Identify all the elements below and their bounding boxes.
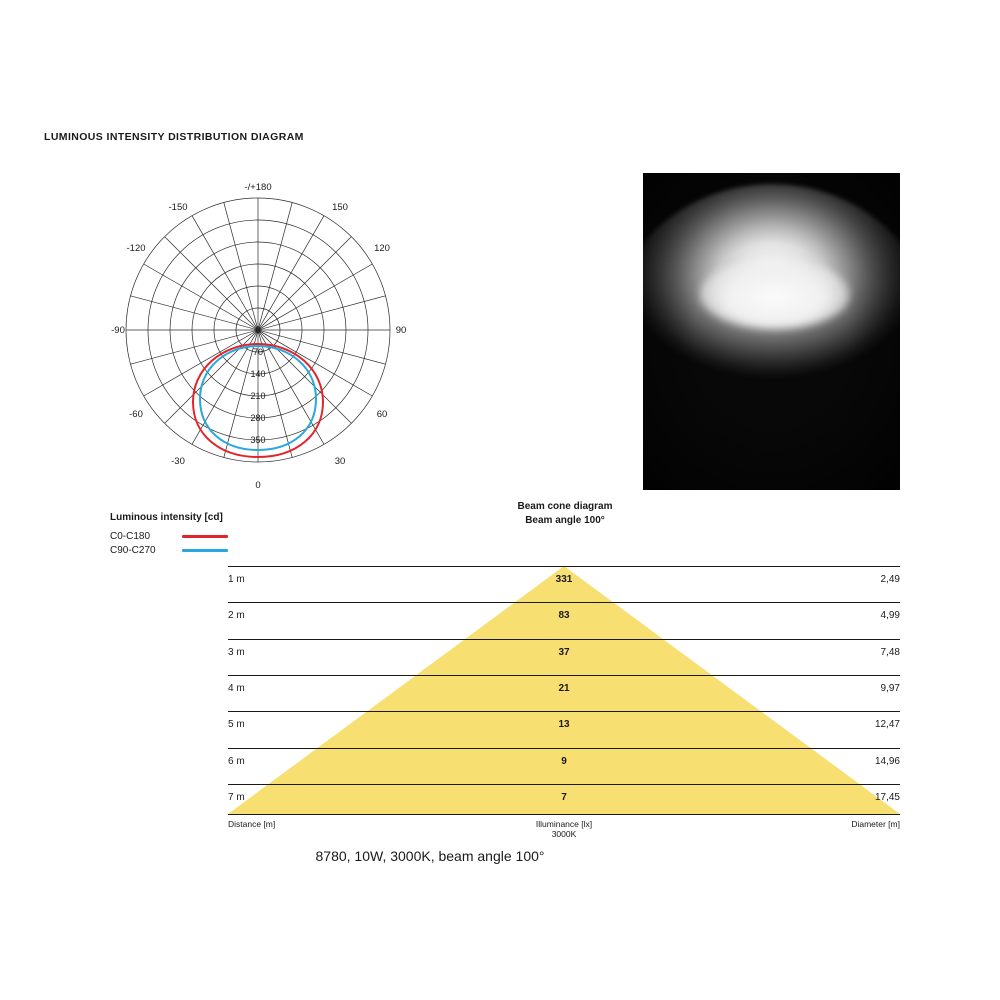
table-row: [228, 602, 900, 639]
legend-label-c90-c270: C90-C270: [110, 544, 156, 556]
footer-distance-label: Distance [m]: [228, 819, 276, 829]
row-illuminance: 37: [558, 647, 570, 658]
polar-ring-label-140: 140: [250, 369, 266, 379]
footer-illuminance-line1: Illuminance [lx]: [535, 819, 593, 829]
luminous-intensity-polar-chart: [70, 165, 450, 495]
footer-illuminance-label: [228, 819, 900, 839]
beam-cone-title-line2: Beam angle 100°: [525, 515, 605, 526]
beam-photo-vignette: [643, 173, 900, 490]
beam-photo: [643, 173, 900, 490]
row-distance: 6 m: [228, 756, 245, 767]
legend-swatch-c90-c270: [182, 549, 228, 552]
polar-ring-label-70: 70: [252, 347, 264, 357]
row-illuminance: 9: [561, 756, 567, 767]
polar-angle-label-minus30: -30: [171, 456, 185, 467]
row-distance: 1 m: [228, 574, 245, 585]
polar-angle-label-minus120: -120: [126, 243, 146, 254]
row-illuminance: 7: [561, 792, 567, 803]
polar-angle-label-180: -/+180: [244, 182, 272, 193]
row-illuminance: 13: [558, 719, 570, 730]
page-title: LUMINOUS INTENSITY DISTRIBUTION DIAGRAM: [44, 131, 304, 143]
table-row: [228, 711, 900, 748]
legend-item-c0-c180: [110, 529, 228, 543]
row-diameter: 4,99: [880, 610, 900, 621]
beam-cone-title: [440, 500, 690, 528]
row-distance: 7 m: [228, 792, 245, 803]
row-diameter: 2,49: [880, 574, 900, 585]
row-distance: 5 m: [228, 719, 245, 730]
polar-ring-label-0: 0: [255, 325, 261, 335]
footer-illuminance-line2: 3000K: [551, 829, 577, 839]
polar-angle-label-0: 0: [255, 480, 261, 491]
beam-cone-title-line1: Beam cone diagram: [517, 501, 613, 512]
figure-caption: 8780, 10W, 3000K, beam angle 100°: [315, 848, 545, 864]
polar-ring-label-280: 280: [250, 413, 266, 423]
row-diameter: 12,47: [874, 719, 900, 730]
polar-angle-label-minus150: -150: [168, 202, 188, 213]
row-distance: 4 m: [228, 683, 245, 694]
row-distance: 2 m: [228, 610, 245, 621]
table-row: [228, 566, 900, 603]
table-row: [228, 748, 900, 785]
polar-angle-label-90: 90: [395, 325, 407, 336]
row-diameter: 14,96: [874, 756, 900, 767]
legend-label-c0-c180: C0-C180: [110, 530, 151, 542]
table-row: [228, 639, 900, 676]
polar-angle-label-30: 30: [334, 456, 346, 467]
polar-angle-label-60: 60: [376, 409, 388, 420]
legend-item-c90-c270: [110, 543, 228, 557]
row-distance: 3 m: [228, 647, 245, 658]
polar-ring-label-350: 350: [250, 435, 266, 445]
row-illuminance: 21: [558, 683, 570, 694]
row-diameter: 9,97: [880, 683, 900, 694]
legend-swatch-c0-c180: [182, 535, 228, 538]
row-diameter: 7,48: [880, 647, 900, 658]
beam-cone-diagram: [228, 566, 900, 818]
polar-angle-label-150: 150: [332, 202, 348, 213]
table-row: [228, 675, 900, 712]
beam-cone-rows: [228, 566, 900, 818]
row-diameter: 17,45: [874, 792, 900, 803]
polar-angle-label-minus60: -60: [129, 409, 143, 420]
polar-legend: [110, 512, 228, 557]
footer-diameter-label: Diameter [m]: [851, 819, 900, 829]
beam-cone-footer: [228, 814, 900, 837]
polar-chart-svg: [70, 165, 450, 495]
polar-angle-label-minus90: -90: [111, 325, 125, 336]
legend-title: Luminous intensity [cd]: [110, 512, 223, 523]
polar-ring-label-210: 210: [250, 391, 266, 401]
row-illuminance: 83: [558, 610, 570, 621]
row-illuminance: 331: [555, 574, 573, 585]
polar-angle-label-120: 120: [374, 243, 390, 254]
